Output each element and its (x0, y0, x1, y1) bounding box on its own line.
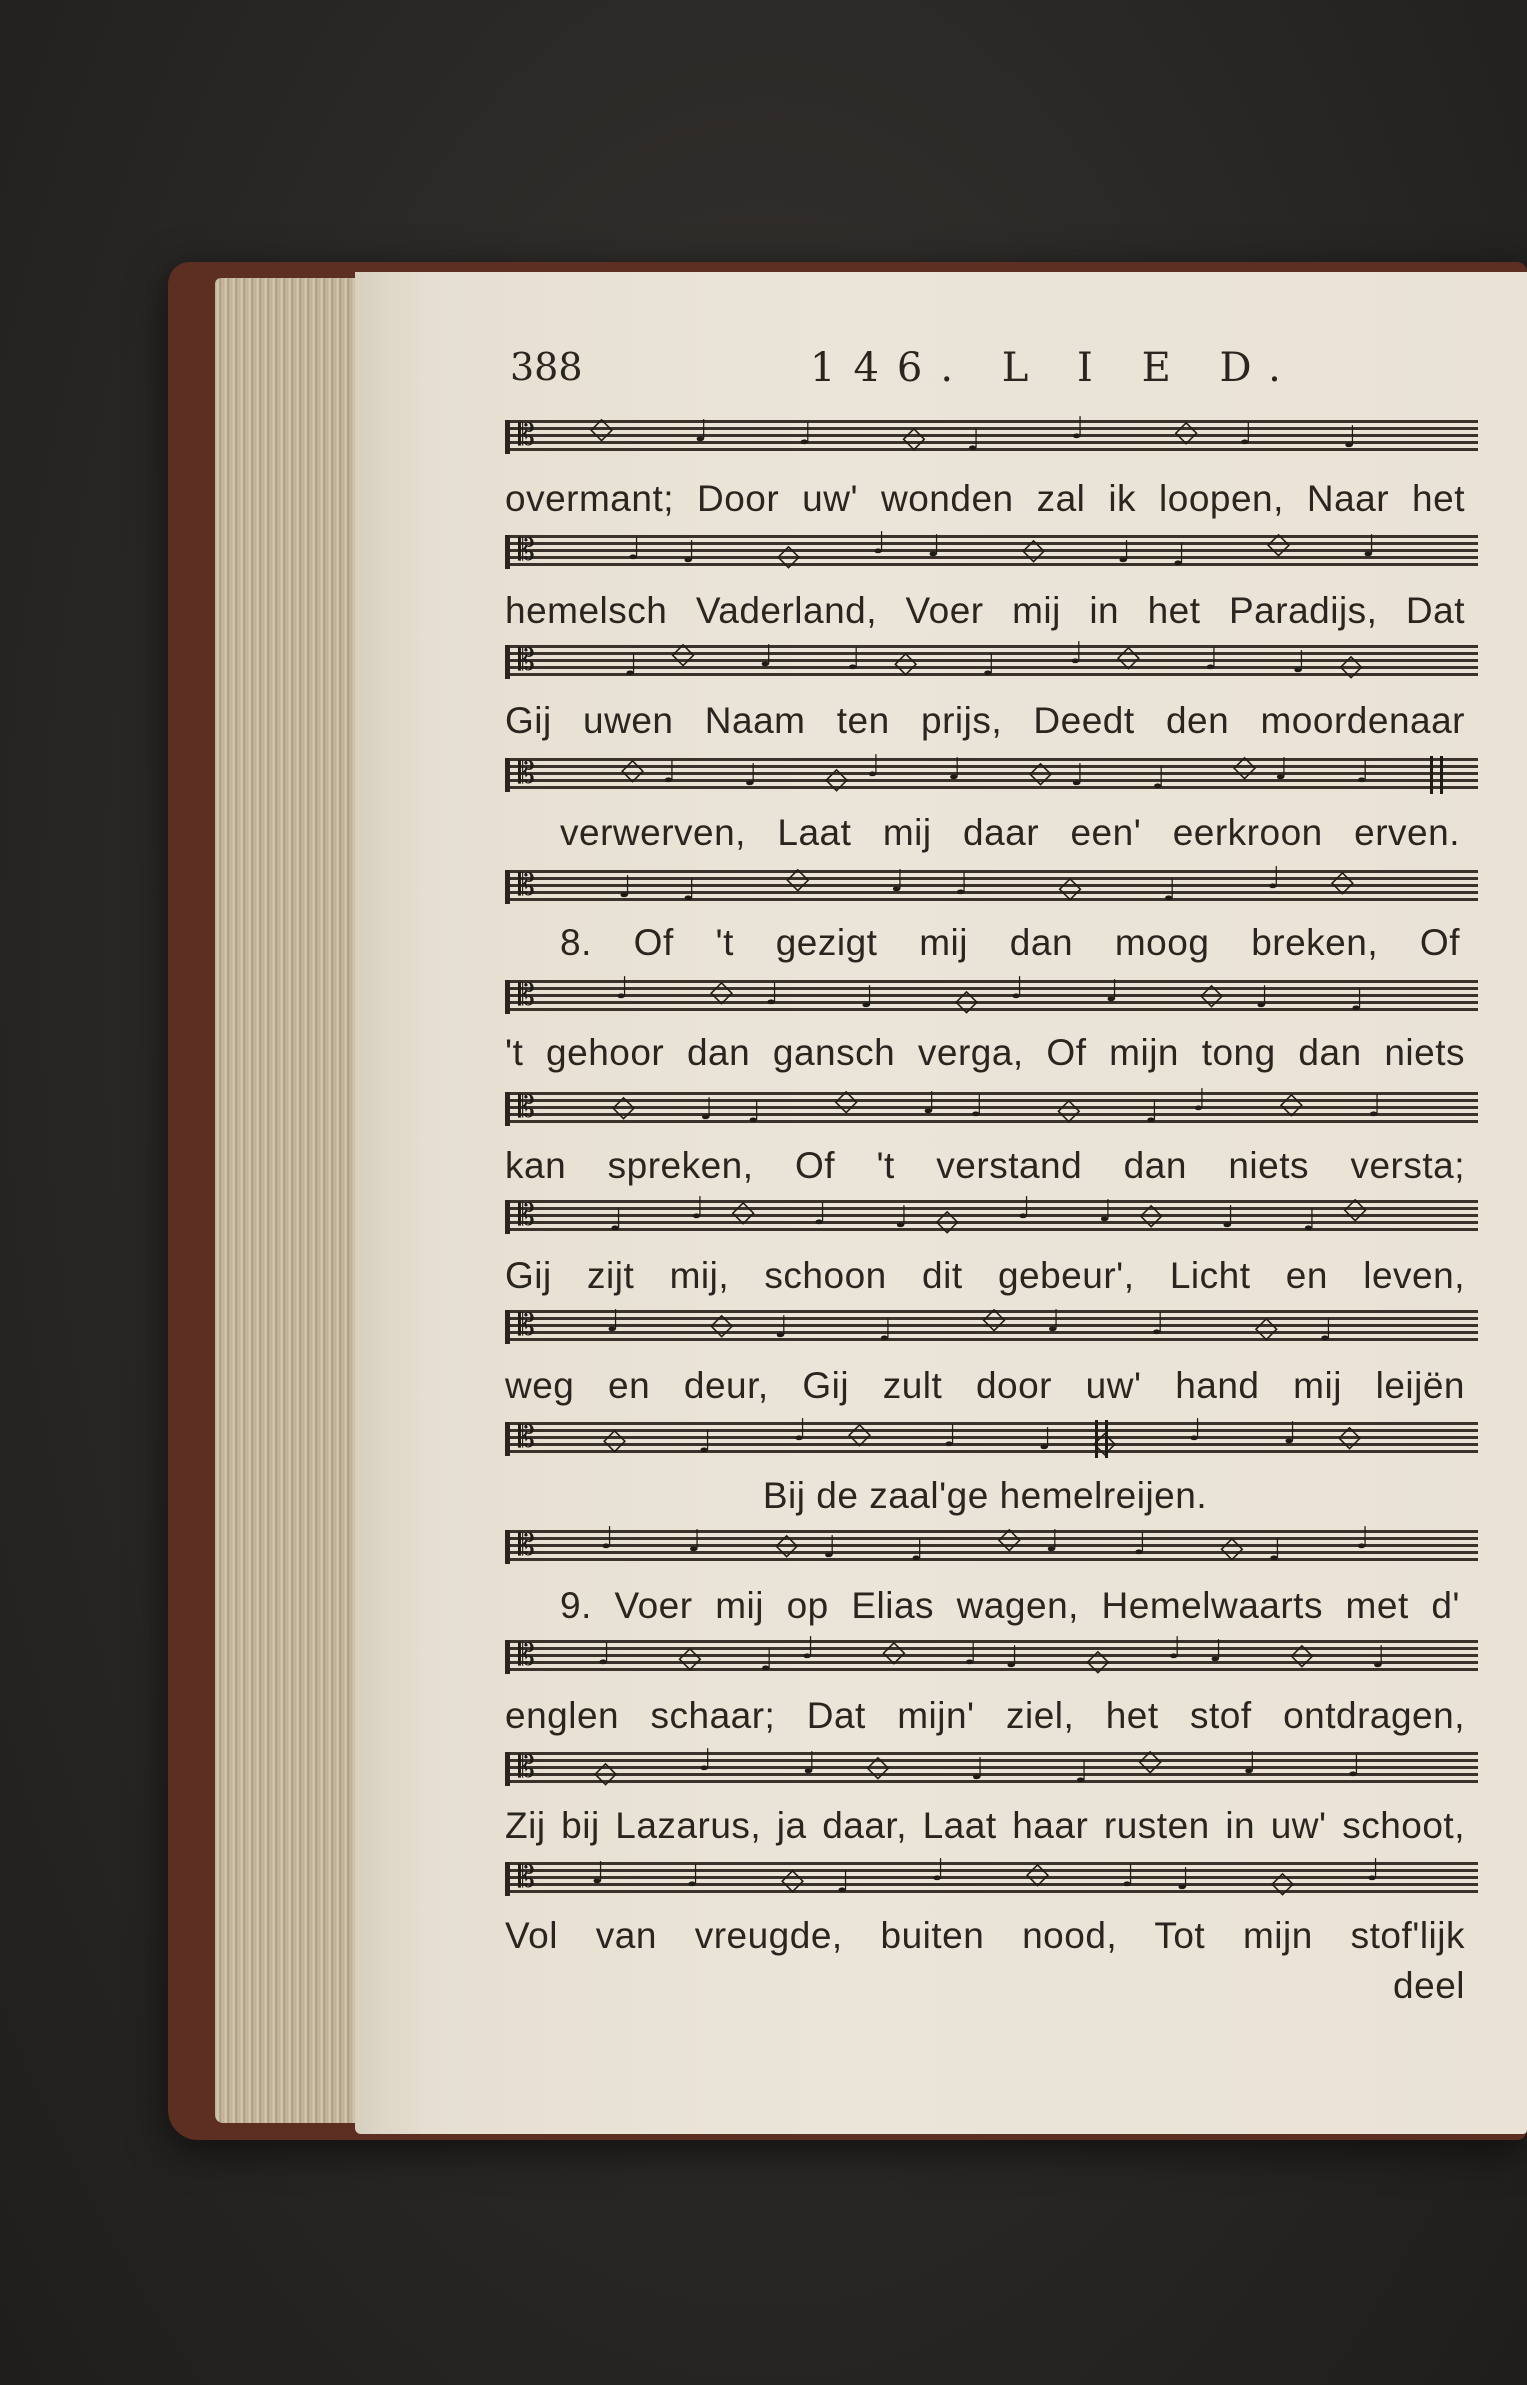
note-head-icon: ◇ (1220, 1530, 1244, 1565)
note-head-icon: ♩ (970, 1752, 985, 1787)
note-head-icon: ◇ (710, 974, 734, 1009)
note-head-icon: ◇ (1093, 1425, 1117, 1460)
lyric-line: 8. Of 't gezigt mij dan moog breken, Of (560, 922, 1460, 963)
note-head-icon: ♩ (1121, 1859, 1136, 1894)
note-head-icon: ◇ (1338, 1419, 1362, 1454)
note-head-icon: ♩ (694, 414, 709, 449)
clef-icon: 𝄡 (518, 643, 535, 678)
page-number: 388 (510, 345, 583, 389)
note-head-icon: ♩ (774, 1310, 789, 1345)
note-head-icon: ♩ (802, 1746, 817, 1781)
note-head-icon: ♩ (1355, 755, 1370, 790)
note-head-icon: ◇ (997, 1521, 1021, 1556)
lyric-line: 't gehoor dan gansch verga, Of mijn tong dan niets (505, 1032, 1465, 1073)
note-head-icon: ♩ (1242, 1746, 1257, 1781)
music-staff (505, 749, 1478, 796)
hymn-title: 146. L I E D. (810, 345, 1299, 391)
note-head-icon: ♩ (793, 1413, 808, 1448)
music-staff (505, 1521, 1478, 1568)
note-head-icon: ◇ (1200, 977, 1224, 1012)
note-head-icon: ♩ (1204, 642, 1219, 677)
note-head-icon: ♩ (836, 1865, 851, 1900)
note-head-icon: ♩ (687, 1524, 702, 1559)
note-head-icon: ♩ (947, 752, 962, 787)
lyric-line: Gij zijt mij, schoon dit gebeur', Licht en leven, (505, 1255, 1465, 1296)
note-head-icon: ♩ (1346, 1749, 1362, 1784)
note-head-icon: ◇ (982, 1301, 1006, 1336)
note-head-icon: ♩ (1070, 758, 1085, 793)
note-head-icon: ◇ (866, 1749, 890, 1784)
note-head-icon: ◇ (1233, 749, 1257, 784)
music-staff (505, 971, 1478, 1018)
note-head-icon: ◇ (894, 645, 918, 680)
note-head-icon: ♩ (846, 642, 861, 677)
note-head-icon: ♩ (1176, 1862, 1191, 1897)
note-head-icon: ◇ (902, 420, 926, 455)
music-staff (505, 861, 1478, 908)
note-head-icon: ♩ (690, 1191, 705, 1226)
note-head-icon: ♩ (1069, 636, 1084, 671)
note-head-icon: ♩ (943, 1419, 958, 1454)
note-head-icon: ◇ (1026, 1856, 1050, 1891)
note-head-icon: ♩ (1362, 529, 1377, 564)
note-head-icon: ♩ (1045, 1524, 1060, 1559)
clef-icon: 𝄡 (518, 1528, 535, 1563)
music-staff (505, 1301, 1478, 1348)
note-head-icon: ◇ (1058, 870, 1082, 905)
note-head-icon: ◇ (1174, 414, 1198, 449)
music-staff (505, 1743, 1478, 1790)
music-staff (505, 411, 1478, 458)
note-head-icon: ♩ (609, 1203, 624, 1238)
music-staff (505, 1413, 1478, 1460)
note-head-icon: ◇ (1290, 1637, 1314, 1672)
note-head-icon: ◇ (710, 1307, 734, 1342)
note-head-icon: ♩ (981, 648, 996, 683)
note-head-icon: ♩ (931, 1853, 946, 1888)
note-head-icon: ♩ (1283, 1416, 1298, 1451)
double-bar (1440, 756, 1443, 794)
note-head-icon: ♩ (627, 532, 642, 567)
note-head-icon: ◇ (678, 1640, 702, 1675)
note-head-icon: ◇ (1339, 648, 1363, 683)
note-head-icon: ♩ (1098, 1194, 1113, 1229)
music-staff (505, 526, 1478, 573)
note-head-icon: ♩ (597, 1637, 612, 1672)
clef-icon: 𝄡 (518, 1750, 535, 1785)
note-head-icon: ♩ (878, 1313, 893, 1348)
music-staff (505, 1631, 1478, 1678)
note-head-icon: ♩ (1342, 420, 1358, 455)
note-head-icon: ◇ (777, 538, 801, 573)
note-head-icon: ♩ (1266, 861, 1281, 896)
lyric-line: Bij de zaal'ge hemelreijen. (762, 1475, 1208, 1516)
music-staff (505, 636, 1478, 683)
clef-icon: 𝄡 (518, 1638, 535, 1673)
note-head-icon: ♩ (1070, 411, 1085, 446)
note-head-icon: ♩ (969, 1089, 984, 1124)
note-head-icon: ♩ (662, 755, 677, 790)
note-head-icon: ◇ (671, 636, 695, 671)
note-head-icon: ◇ (781, 1862, 805, 1897)
note-head-icon: ♩ (743, 758, 758, 793)
note-head-icon: ♩ (759, 639, 774, 674)
note-head-icon: ♩ (872, 526, 887, 561)
note-head-icon: ♩ (1267, 1533, 1283, 1568)
note-head-icon: ♩ (1188, 1413, 1203, 1448)
note-head-icon: ♩ (682, 873, 697, 908)
note-head-icon: ♩ (1367, 1089, 1382, 1124)
catchword: deel (1393, 1965, 1465, 2006)
note-head-icon: ♩ (1117, 535, 1132, 570)
note-head-icon: ♩ (813, 1197, 828, 1232)
note-head-icon: ♩ (1017, 1191, 1032, 1226)
lyric-line: Gij uwen Naam ten prijs, Deedt den moordenaar (505, 700, 1465, 741)
note-head-icon: ♩ (1274, 752, 1289, 787)
note-head-icon: ♩ (1291, 645, 1307, 680)
note-head-icon: ◇ (1116, 639, 1140, 674)
note-head-icon: ♩ (890, 864, 905, 899)
music-staff (505, 1083, 1478, 1130)
note-head-icon: ♩ (1005, 1640, 1020, 1675)
note-head-icon: ◇ (935, 1203, 959, 1238)
clef-icon: 𝄡 (518, 868, 535, 903)
lyric-line: Zij bij Lazarus, ja daar, Laat haar rusten in uw' schoot, (505, 1805, 1465, 1846)
note-head-icon: ♩ (600, 1521, 615, 1556)
note-head-icon: ◇ (590, 411, 614, 446)
note-head-icon: ♩ (1318, 1313, 1334, 1348)
clef-icon: 𝄡 (518, 533, 535, 568)
note-head-icon: ♩ (1209, 1634, 1224, 1669)
lyric-line: kan spreken, Of 't verstand dan niets versta; (505, 1145, 1465, 1186)
note-head-icon: ♩ (822, 1530, 837, 1565)
note-head-icon: ♩ (591, 1856, 606, 1891)
note-head-icon: ◇ (834, 1083, 858, 1118)
note-head-icon: ◇ (1254, 1310, 1278, 1345)
note-head-icon: ◇ (621, 752, 645, 787)
clef-icon: 𝄡 (518, 1090, 535, 1125)
note-head-icon: ◇ (1022, 532, 1046, 567)
note-head-icon: ♩ (618, 870, 633, 905)
note-head-icon: ♩ (698, 1743, 713, 1778)
note-head-icon: ♩ (1105, 974, 1120, 1009)
note-head-icon: ◇ (1086, 1643, 1110, 1678)
note-head-icon: ♩ (1074, 1755, 1089, 1790)
note-head-icon: ◇ (848, 1416, 872, 1451)
note-head-icon: ♩ (606, 1304, 621, 1339)
clef-icon: 𝄡 (518, 418, 535, 453)
note-head-icon: ♩ (866, 749, 881, 784)
note-head-icon: ♩ (686, 1859, 701, 1894)
note-head-icon: ♩ (1046, 1304, 1061, 1339)
note-head-icon: ♩ (1255, 980, 1270, 1015)
note-head-icon: ♩ (1151, 761, 1166, 796)
note-head-icon: ◇ (955, 983, 979, 1018)
note-head-icon: ♩ (798, 417, 813, 452)
note-head-icon: ♩ (963, 1637, 978, 1672)
clef-icon: 𝄡 (518, 1308, 535, 1343)
note-head-icon: ◇ (1330, 864, 1354, 899)
music-staff (505, 1853, 1478, 1900)
note-head-icon: ◇ (882, 1634, 906, 1669)
clef-icon: 𝄡 (518, 1420, 535, 1455)
page-edges (215, 278, 365, 2123)
double-bar (1430, 756, 1433, 794)
note-head-icon: ♩ (860, 980, 875, 1015)
note-head-icon: ♩ (759, 1643, 774, 1678)
note-head-icon: ◇ (1029, 755, 1053, 790)
note-head-icon: ♩ (765, 977, 780, 1012)
note-head-icon: ♩ (1238, 417, 1253, 452)
note-head-icon: ♩ (1162, 873, 1177, 908)
lyric-line: 9. Voer mij op Elias wagen, Hemelwaarts met d' (560, 1585, 1460, 1626)
note-head-icon: ♩ (910, 1533, 925, 1568)
clef-icon: 𝄡 (518, 756, 535, 791)
note-head-icon: ♩ (1302, 1203, 1317, 1238)
note-head-icon: ♩ (1172, 538, 1187, 573)
note-head-icon: ◇ (775, 1527, 799, 1562)
note-head-icon: ♩ (922, 1086, 937, 1121)
note-head-icon: ♩ (954, 867, 969, 902)
lyric-line: hemelsch Vaderland, Voer mij in het Paradijs, Dat (505, 590, 1465, 631)
clef-icon: 𝄡 (518, 978, 535, 1013)
clef-icon: 𝄡 (518, 1860, 535, 1895)
lyric-line: overmant; Door uw' wonden zal ik loopen, Naar het (505, 478, 1465, 519)
note-head-icon: ◇ (731, 1194, 755, 1229)
running-head (510, 345, 1470, 405)
note-head-icon: ♩ (1132, 1527, 1147, 1562)
lyric-line: englen schaar; Dat mijn' ziel, het stof ontdragen, (505, 1695, 1465, 1736)
music-staff (505, 1191, 1478, 1238)
note-head-icon: ♩ (1221, 1200, 1236, 1235)
note-head-icon: ◇ (1271, 1865, 1295, 1900)
note-head-icon: ◇ (1279, 1086, 1303, 1121)
note-head-icon: ♩ (1167, 1631, 1182, 1666)
clef-icon: 𝄡 (518, 1198, 535, 1233)
note-head-icon: ♩ (966, 423, 981, 458)
note-head-icon: ♩ (894, 1200, 909, 1235)
note-head-icon: ◇ (1139, 1197, 1163, 1232)
note-head-icon: ♩ (1366, 1853, 1381, 1888)
note-head-icon: ◇ (612, 1089, 636, 1124)
note-head-icon: ♩ (1150, 1307, 1165, 1342)
note-head-icon: ♩ (927, 529, 942, 564)
note-head-icon: ♩ (1350, 983, 1365, 1018)
note-head-icon: ◇ (1343, 1191, 1367, 1226)
note-head-icon: ♩ (1355, 1521, 1370, 1556)
note-head-icon: ◇ (786, 861, 810, 896)
lyric-line: Vol van vreugde, buiten nood, Tot mijn stof'lijk (505, 1915, 1465, 1956)
note-head-icon: ♩ (698, 1425, 713, 1460)
note-head-icon: ♩ (1192, 1083, 1207, 1118)
note-head-icon: ◇ (1138, 1743, 1162, 1778)
note-head-icon: ♩ (1038, 1422, 1053, 1457)
note-head-icon: ◇ (1267, 526, 1291, 561)
note-head-icon: ♩ (615, 971, 630, 1006)
note-head-icon: ♩ (624, 648, 639, 683)
note-head-icon: ♩ (747, 1095, 762, 1130)
note-head-icon: ♩ (699, 1092, 714, 1127)
note-head-icon: ◇ (825, 761, 849, 796)
note-head-icon: ◇ (1057, 1092, 1081, 1127)
note-head-icon: ♩ (682, 535, 697, 570)
note-head-icon: ♩ (1010, 971, 1025, 1006)
lyric-line: verwerven, Laat mij daar een' eerkroon erven. (560, 812, 1460, 853)
note-head-icon: ◇ (594, 1755, 618, 1790)
note-head-icon: ◇ (603, 1422, 627, 1457)
lyric-line: weg en deur, Gij zult door uw' hand mij leijën (505, 1365, 1465, 1406)
note-head-icon: ♩ (1371, 1640, 1386, 1675)
note-head-icon: ♩ (801, 1631, 816, 1666)
note-head-icon: ♩ (1144, 1095, 1159, 1130)
